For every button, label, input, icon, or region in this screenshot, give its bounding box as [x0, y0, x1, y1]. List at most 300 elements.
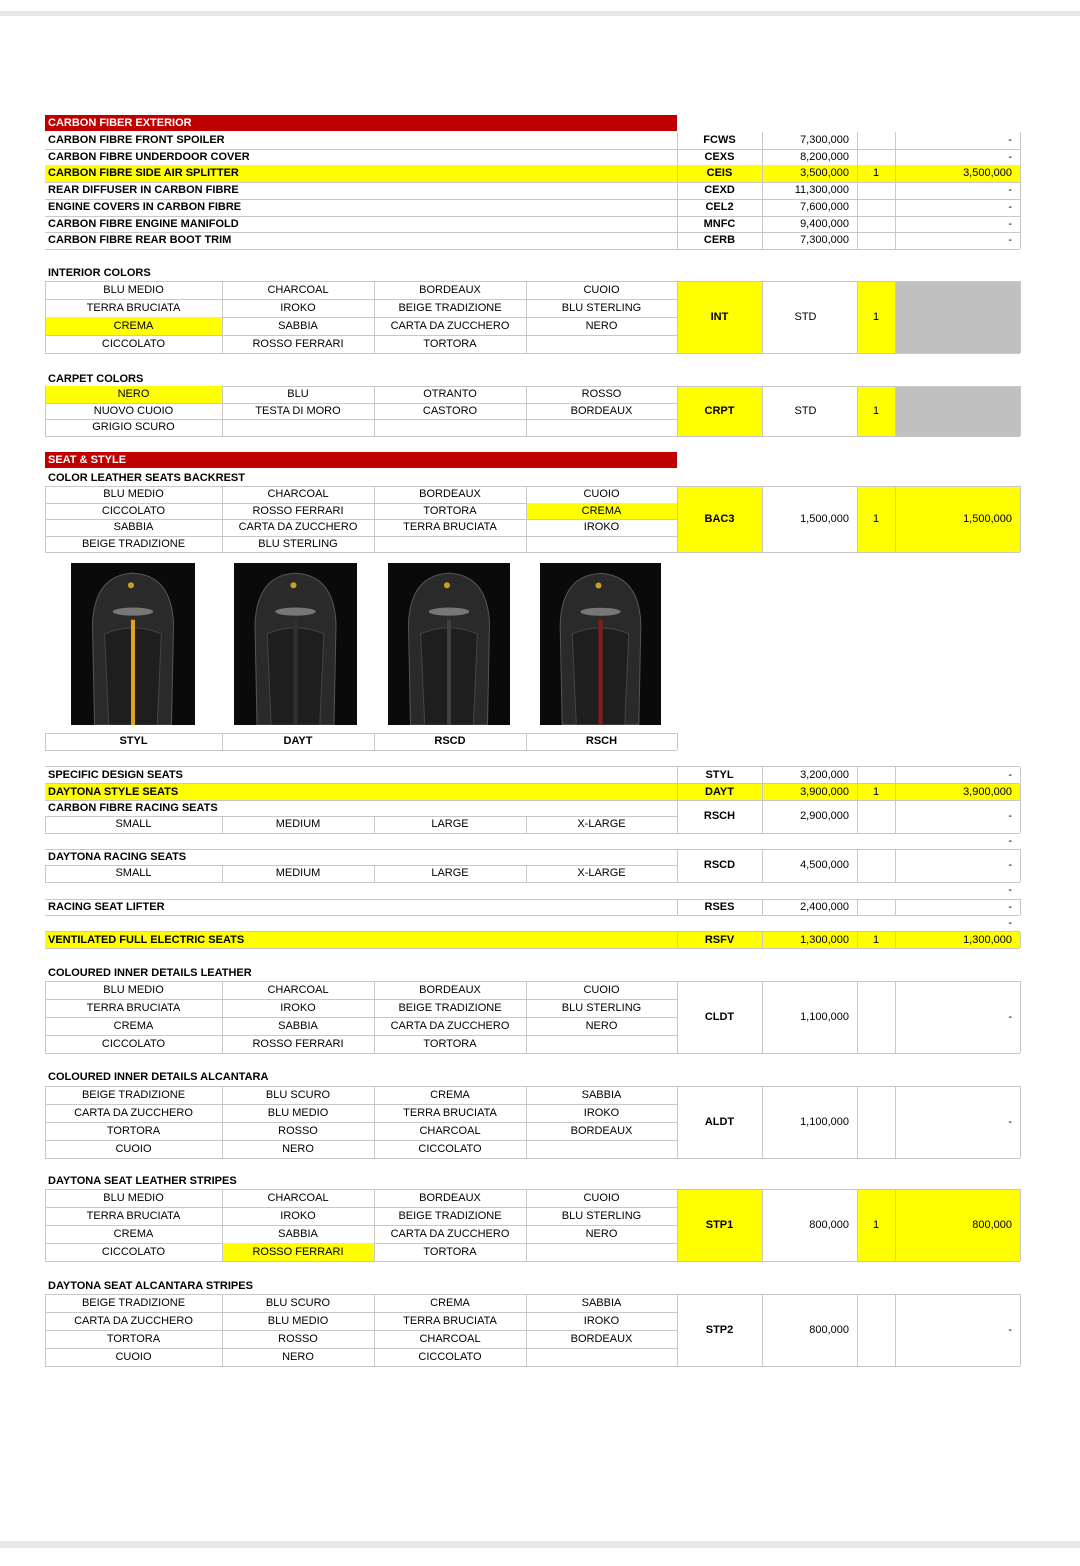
grid-line	[895, 932, 896, 948]
color-option[interactable]: CREMA	[45, 317, 222, 335]
color-option[interactable]: IROKO	[280, 1210, 316, 1222]
color-option[interactable]: IROKO	[583, 1315, 620, 1327]
color-option[interactable]: BLU SCURO	[265, 1297, 331, 1309]
color-option[interactable]: BLU STERLING	[258, 537, 338, 550]
color-option[interactable]: BEIGE TRADIZIONE	[398, 302, 502, 314]
color-option[interactable]: BEIGE TRADIZIONE	[81, 537, 186, 550]
grid-line	[677, 1294, 1020, 1295]
grid-line	[374, 1243, 375, 1261]
section-title: COLOURED INNER DETAILS ALCANTARA	[48, 1071, 269, 1083]
grid-line	[857, 232, 858, 249]
color-option[interactable]: CUOIO	[115, 1143, 152, 1155]
carpet-colors-total	[895, 386, 1020, 436]
option-code: MNFC	[703, 218, 736, 230]
option-total: 3,900,000	[963, 786, 1012, 798]
color-option[interactable]: CUOIO	[583, 984, 620, 996]
grid-line	[677, 386, 1020, 387]
color-option[interactable]: TORTORA	[423, 1038, 477, 1050]
option-label: CARBON FIBRE UNDERDOOR COVER	[48, 151, 250, 163]
option-qty: 1	[872, 934, 880, 946]
grid-line	[677, 1261, 1020, 1262]
grid-line	[526, 1294, 527, 1312]
color-option[interactable]: SABBIA	[278, 1228, 318, 1240]
grid-line	[222, 1086, 223, 1104]
grid-line	[895, 1294, 896, 1366]
grid-line	[222, 386, 223, 403]
seat-photo-dayt	[234, 563, 357, 725]
color-option[interactable]: CARTA DA ZUCCHERO	[238, 521, 358, 533]
option-total: -	[1008, 234, 1012, 246]
grid-line	[222, 1104, 223, 1122]
color-option[interactable]	[526, 1243, 677, 1261]
color-option[interactable]: SABBIA	[581, 1089, 622, 1101]
grid-line	[45, 1348, 46, 1366]
option-label: DAYTONA RACING SEATS	[48, 851, 187, 863]
color-option[interactable]: TORTORA	[423, 1246, 477, 1258]
color-option[interactable]: SABBIA	[278, 1020, 318, 1032]
grid-line	[857, 281, 858, 353]
grid-line	[374, 1086, 375, 1104]
grid-line	[762, 1189, 763, 1261]
grid-line	[526, 999, 527, 1017]
color-option[interactable]: TERRA BRUCIATA	[86, 302, 181, 314]
grid-line	[762, 386, 763, 436]
color-option[interactable]: CARTA DA ZUCCHERO	[390, 320, 510, 332]
color-option[interactable]: NERO	[585, 1020, 618, 1032]
color-option[interactable]: CREMA	[113, 1228, 154, 1240]
backrest-price: 1,500,000	[800, 513, 849, 525]
color-option[interactable]: ROSSO	[278, 1333, 318, 1345]
grid-line	[374, 1017, 375, 1035]
color-option[interactable]: IROKO	[583, 1107, 620, 1119]
color-option[interactable]: TERRA BRUCIATA	[86, 1210, 181, 1222]
grid-line	[857, 486, 858, 552]
color-option[interactable]: ROSSO	[278, 1125, 318, 1137]
grid-line	[526, 519, 527, 536]
grid-line	[526, 386, 527, 403]
grid-line	[526, 865, 527, 882]
grid-line	[45, 436, 677, 437]
color-option[interactable]: NERO	[585, 320, 618, 332]
option-qty	[857, 182, 895, 199]
color-option[interactable]: CREMA	[526, 503, 677, 520]
grid-line	[374, 1225, 375, 1243]
color-option[interactable]: GRIGIO SCURO	[92, 421, 175, 434]
grid-line	[526, 1104, 527, 1122]
color-option[interactable]: CICCOLATO	[418, 1351, 482, 1363]
grid-line	[374, 1035, 375, 1053]
color-option[interactable]: TORTORA	[423, 338, 477, 350]
color-option[interactable]: BLU STERLING	[561, 302, 642, 314]
stripes-leather-code: STP1	[677, 1189, 762, 1261]
option-qty	[857, 149, 895, 165]
grid-line	[762, 232, 763, 249]
grid-line	[677, 436, 1020, 437]
color-option[interactable]: SABBIA	[581, 1297, 622, 1309]
color-option[interactable]: BORDEAUX	[570, 1125, 633, 1137]
color-option[interactable]: TERRA BRUCIATA	[86, 1002, 181, 1014]
grid-line	[526, 1086, 527, 1104]
color-option[interactable]: CARTA DA ZUCCHERO	[390, 1020, 510, 1032]
inner-leather-qty	[857, 981, 895, 1053]
grid-line	[895, 165, 896, 182]
color-option[interactable]	[374, 419, 526, 436]
grid-line	[857, 216, 858, 232]
size-option[interactable]: LARGE	[431, 867, 469, 879]
grid-line	[857, 932, 858, 948]
grid-line	[526, 536, 527, 553]
color-option[interactable]: BORDEAUX	[419, 284, 481, 296]
color-option[interactable]	[526, 419, 677, 436]
grid-line	[374, 733, 375, 750]
color-option[interactable]: BLU MEDIO	[103, 488, 164, 500]
grid-line	[857, 132, 858, 149]
color-option[interactable]	[526, 1035, 677, 1053]
color-option[interactable]: SABBIA	[278, 320, 318, 332]
color-option[interactable]: CREMA	[430, 1089, 470, 1101]
section-title: COLOURED INNER DETAILS LEATHER	[48, 967, 252, 979]
color-option[interactable]: BEIGE TRADIZIONE	[81, 1297, 186, 1309]
grid-line	[677, 149, 678, 165]
color-option[interactable]: CICCOLATO	[101, 504, 166, 517]
color-option[interactable]: SABBIA	[113, 521, 154, 533]
color-option[interactable]: CHARCOAL	[419, 1125, 481, 1137]
backrest-qty: 1	[857, 486, 895, 552]
color-option[interactable]: BLU STERLING	[561, 1210, 642, 1222]
color-option[interactable]: CARTA DA ZUCCHERO	[390, 1228, 510, 1240]
option-code: RSCH	[703, 810, 736, 822]
grid-line	[374, 816, 375, 833]
grid-line	[895, 1086, 896, 1158]
color-option[interactable]: BEIGE TRADIZIONE	[398, 1210, 502, 1222]
stripes-alcantara-price: 800,000	[809, 1324, 849, 1336]
section-header-seat-style: SEAT & STYLE	[45, 452, 677, 468]
grid-line	[857, 386, 858, 436]
grid-line	[374, 981, 375, 999]
color-option[interactable]	[526, 1140, 677, 1158]
color-option[interactable]: CASTORO	[422, 404, 478, 417]
option-code: DAYT	[705, 786, 734, 798]
grid-line	[1020, 281, 1021, 353]
color-option[interactable]: TERRA BRUCIATA	[403, 1315, 497, 1327]
color-option[interactable]: CICCOLATO	[101, 1246, 166, 1258]
color-option[interactable]: NUOVO CUOIO	[93, 404, 174, 417]
color-option[interactable]: NERO	[585, 1228, 618, 1240]
grid-line	[895, 199, 896, 216]
color-option[interactable]: CHARCOAL	[419, 1333, 481, 1345]
color-option[interactable]: BORDEAUX	[570, 1333, 633, 1345]
grid-line	[677, 281, 678, 353]
grid-line	[45, 915, 1020, 916]
grid-line	[45, 750, 677, 751]
grid-line	[1020, 199, 1021, 216]
color-option[interactable]: BEIGE TRADIZIONE	[81, 1089, 186, 1101]
grid-line	[1020, 182, 1021, 199]
option-price: 1,300,000	[800, 934, 849, 946]
grid-line	[526, 317, 527, 335]
grid-line	[1020, 132, 1021, 149]
grid-line	[677, 216, 678, 232]
grid-line	[45, 1122, 46, 1140]
grid-line	[374, 1122, 375, 1140]
option-qty	[857, 132, 895, 149]
grid-line	[677, 353, 1020, 354]
color-option[interactable]: ROSSO FERRARI	[222, 1243, 374, 1261]
color-option[interactable]: BLU MEDIO	[103, 284, 164, 296]
size-option[interactable]: MEDIUM	[275, 867, 321, 879]
color-option[interactable]: TERRA BRUCIATA	[403, 521, 497, 533]
grid-line	[857, 182, 858, 199]
grid-line	[857, 849, 858, 882]
grid-line	[526, 1017, 527, 1035]
grid-line	[677, 486, 1020, 487]
grid-line	[1020, 767, 1021, 783]
size-option[interactable]: SMALL	[115, 818, 152, 830]
color-option[interactable]: ROSSO	[581, 388, 622, 400]
color-option[interactable]: BLU MEDIO	[267, 1107, 329, 1119]
option-label: ENGINE COVERS IN CARBON FIBRE	[48, 201, 242, 213]
grid-line	[526, 1312, 527, 1330]
grid-line	[857, 800, 858, 833]
section-title: COLOR LEATHER SEATS BACKREST	[48, 472, 245, 484]
color-option[interactable]: BLU MEDIO	[267, 1315, 329, 1327]
grid-line	[677, 800, 678, 833]
grid-line	[222, 1207, 223, 1225]
color-option[interactable]: BEIGE TRADIZIONE	[398, 1002, 502, 1014]
option-label: VENTILATED FULL ELECTRIC SEATS	[48, 934, 245, 946]
option-price: 8,200,000	[800, 151, 849, 163]
grid-line	[45, 1330, 46, 1348]
grid-line	[526, 1243, 527, 1261]
grid-line	[895, 800, 896, 833]
grid-line	[374, 403, 375, 420]
grid-line	[677, 981, 1020, 982]
grid-line	[45, 1053, 677, 1054]
grid-line	[45, 419, 46, 436]
grid-line	[762, 216, 763, 232]
color-option[interactable]: BORDEAUX	[570, 404, 633, 417]
grid-line	[677, 182, 678, 199]
color-option[interactable]: CICCOLATO	[418, 1143, 482, 1155]
grid-line	[677, 132, 678, 149]
grid-line	[677, 849, 678, 882]
color-option[interactable]: NERO	[45, 386, 222, 403]
color-option[interactable]: BLU MEDIO	[103, 984, 164, 996]
grid-line	[1020, 232, 1021, 249]
grid-line	[677, 1158, 1020, 1159]
color-option[interactable]	[526, 335, 677, 353]
color-option[interactable]: CUOIO	[115, 1351, 152, 1363]
seat-caption: RSCH	[585, 735, 618, 747]
option-label: CARBON FIBRE RACING SEATS	[48, 802, 218, 814]
color-option[interactable]: CHARCOAL	[267, 488, 329, 500]
grid-line	[374, 317, 375, 335]
grid-line	[677, 981, 678, 1053]
color-option[interactable]: ROSSO FERRARI	[252, 504, 344, 517]
grid-line	[895, 1189, 896, 1261]
color-option[interactable]: TERRA BRUCIATA	[403, 1107, 497, 1119]
grid-line	[374, 1189, 375, 1207]
grid-line	[762, 784, 763, 800]
option-price: 3,500,000	[800, 167, 849, 179]
color-option[interactable]: CREMA	[113, 1020, 154, 1032]
interior-colors-code: INT	[677, 281, 762, 353]
inner-leather-total: -	[1008, 1011, 1012, 1023]
grid-line	[1020, 486, 1021, 552]
option-total: -	[1008, 151, 1012, 163]
grid-line	[526, 299, 527, 317]
grid-line	[374, 503, 375, 520]
grid-line	[222, 1140, 223, 1158]
option-total: -	[1008, 884, 1012, 896]
grid-line	[895, 899, 896, 915]
grid-line	[677, 386, 678, 436]
color-option[interactable]: TORTORA	[106, 1125, 161, 1137]
color-option[interactable]: CARTA DA ZUCCHERO	[74, 1315, 193, 1327]
grid-line	[222, 865, 223, 882]
color-option[interactable]: CICCOLATO	[101, 338, 166, 350]
color-option[interactable]: TESTA DI MORO	[255, 404, 341, 417]
grid-line	[895, 149, 896, 165]
color-option[interactable]: BLU	[287, 388, 309, 400]
grid-line	[857, 1294, 858, 1366]
grid-line	[677, 1086, 678, 1158]
color-option[interactable]	[222, 419, 374, 436]
option-label: CARBON FIBRE REAR BOOT TRIM	[48, 234, 232, 246]
grid-line	[762, 932, 763, 948]
grid-line	[45, 1366, 677, 1367]
grid-line	[45, 816, 46, 833]
seat-photo-rsch	[540, 563, 661, 725]
color-option[interactable]: NERO	[282, 1143, 314, 1155]
color-option[interactable]: CUOIO	[583, 488, 620, 500]
color-option[interactable]: BLU MEDIO	[103, 1192, 164, 1204]
color-option[interactable]	[374, 536, 526, 553]
grid-line	[526, 1035, 527, 1053]
grid-line	[222, 281, 223, 299]
size-option[interactable]: X-LARGE	[577, 818, 626, 830]
grid-line	[45, 552, 677, 553]
option-total: -	[1008, 917, 1012, 929]
option-qty	[857, 216, 895, 232]
color-option[interactable]: ROSSO FERRARI	[252, 1038, 344, 1050]
color-option[interactable]: CUOIO	[583, 1192, 620, 1204]
option-label: SPECIFIC DESIGN SEATS	[48, 769, 183, 781]
inner-alcantara-code: ALDT	[704, 1116, 735, 1128]
option-code: CERB	[703, 234, 736, 246]
grid-line	[222, 1348, 223, 1366]
color-option[interactable]	[526, 1348, 677, 1366]
option-total: -	[1008, 184, 1012, 196]
grid-line	[45, 816, 677, 817]
carpet-colors-qty: 1	[857, 386, 895, 436]
color-option[interactable]: NERO	[282, 1351, 314, 1363]
grid-line	[45, 1104, 46, 1122]
color-option[interactable]: BORDEAUX	[419, 984, 481, 996]
color-option[interactable]: BORDEAUX	[419, 488, 481, 500]
grid-line	[895, 486, 896, 552]
color-option[interactable]: OTRANTO	[423, 388, 477, 400]
grid-line	[526, 503, 527, 520]
grid-line	[45, 1294, 46, 1312]
grid-line	[677, 165, 678, 182]
grid-line	[526, 419, 527, 436]
size-option[interactable]: X-LARGE	[577, 867, 626, 879]
color-option[interactable]: CHARCOAL	[267, 1192, 329, 1204]
size-option[interactable]: SMALL	[115, 867, 152, 879]
color-option[interactable]: CARTA DA ZUCCHERO	[74, 1107, 193, 1119]
section-title: DAYTONA SEAT LEATHER STRIPES	[48, 1175, 237, 1187]
grid-line	[45, 403, 46, 420]
grid-line	[677, 1189, 1020, 1190]
option-total: -	[1008, 859, 1012, 871]
inner-alcantara-price: 1,100,000	[800, 1116, 849, 1128]
color-option[interactable]: CHARCOAL	[267, 984, 329, 996]
grid-line	[1020, 149, 1021, 165]
grid-line	[762, 199, 763, 216]
grid-line	[45, 833, 677, 834]
option-code: RSES	[704, 901, 735, 913]
color-option[interactable]: BORDEAUX	[419, 1192, 481, 1204]
grid-line	[45, 1225, 46, 1243]
option-total: -	[1008, 201, 1012, 213]
option-code: FCWS	[703, 134, 736, 146]
size-option[interactable]: LARGE	[431, 818, 469, 830]
grid-line	[526, 1348, 527, 1366]
color-option[interactable]: IROKO	[583, 521, 620, 533]
grid-line	[677, 784, 678, 800]
color-option[interactable]: CICCOLATO	[101, 1038, 166, 1050]
color-option[interactable]: CREMA	[430, 1297, 470, 1309]
grid-line	[895, 386, 896, 436]
stripes-alcantara-qty	[857, 1294, 895, 1366]
grid-line	[762, 899, 763, 915]
option-code: STYL	[705, 769, 734, 781]
option-price: 2,900,000	[800, 810, 849, 822]
size-option[interactable]: MEDIUM	[275, 818, 321, 830]
grid-line	[45, 1189, 46, 1207]
color-option[interactable]: BLU STERLING	[561, 1002, 642, 1014]
color-option[interactable]: CHARCOAL	[267, 284, 329, 296]
grid-line	[857, 981, 858, 1053]
grid-line	[762, 767, 763, 783]
color-option[interactable]: TORTORA	[423, 504, 477, 517]
grid-line	[45, 1158, 677, 1159]
option-code: CEXD	[704, 184, 735, 196]
color-option[interactable]	[526, 536, 677, 553]
grid-line	[374, 281, 375, 299]
grid-line	[222, 335, 223, 353]
color-option[interactable]: IROKO	[280, 1002, 316, 1014]
seat-caption: DAYT	[283, 735, 313, 747]
color-option[interactable]: CUOIO	[583, 284, 620, 296]
section-title: INTERIOR COLORS	[48, 267, 151, 279]
carpet-colors-code: CRPT	[677, 386, 762, 436]
color-option[interactable]: BLU SCURO	[265, 1089, 331, 1101]
option-code: CEXS	[704, 151, 735, 163]
grid-line	[374, 519, 375, 536]
grid-line	[222, 486, 223, 503]
grid-line	[526, 1225, 527, 1243]
option-qty: 1	[872, 167, 880, 179]
color-option[interactable]: IROKO	[280, 302, 316, 314]
color-option[interactable]: TORTORA	[106, 1333, 161, 1345]
color-option[interactable]: ROSSO FERRARI	[252, 338, 344, 350]
grid-line	[526, 281, 527, 299]
grid-line	[222, 999, 223, 1017]
grid-line	[222, 1243, 223, 1261]
grid-line	[677, 733, 678, 750]
